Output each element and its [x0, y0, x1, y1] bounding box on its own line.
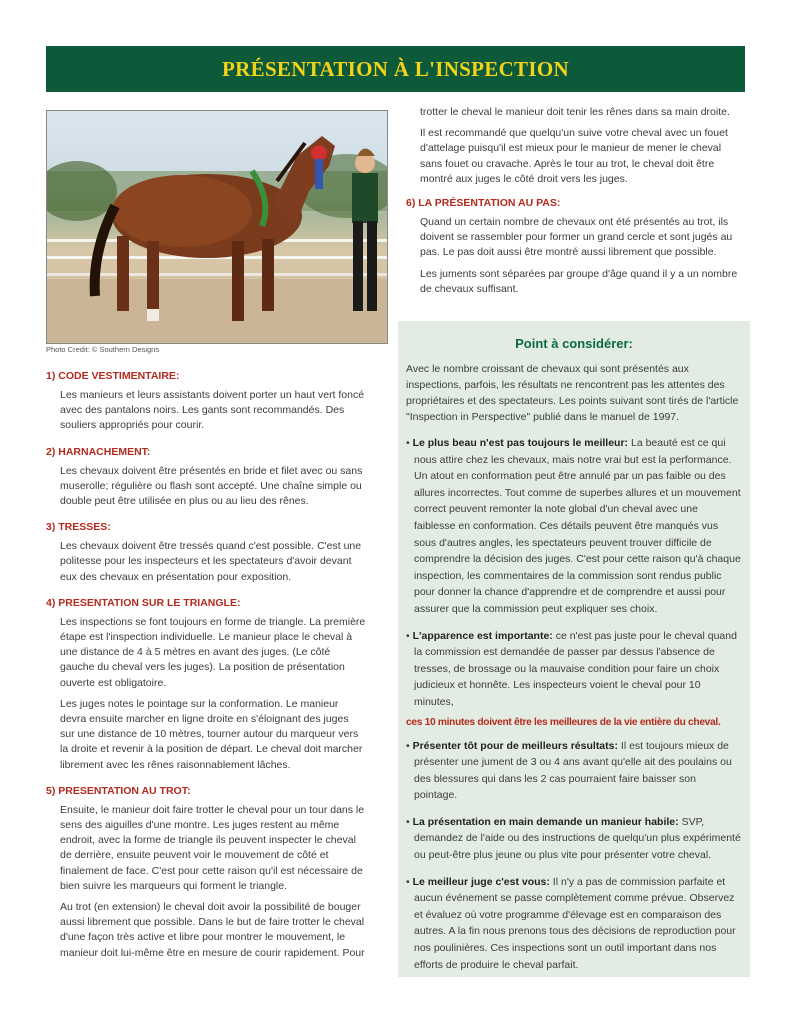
highlight-text: ces 10 minutes doivent être les meilleures de la vie entière du cheval.	[406, 716, 721, 728]
section-trot	[46, 785, 366, 961]
bullet-lead: L'apparence est importante:	[412, 629, 553, 642]
bullet-lead: Le plus beau n'est pas toujours le meilleur:	[412, 437, 629, 449]
section-harnachement	[46, 446, 366, 510]
section-tresses	[46, 521, 366, 585]
section-text: Les juges notes le pointage sur la conformation. Le manieur devra ensuite marcher en ligne droite en s'éloignant des juges sur une distance de 10 mètres, tourner autour du marqueur vers la droite et revenir à la position de départ. Le cheval doit marcher librement avec les rênes raisonnablement lâches.	[60, 697, 363, 771]
bullet-text: ce n'est pas juste pour le cheval quand la commission est demandée de passer par dessus l'absence de tresses, de brossage ou la mauvaise condition pour faire un choix judicieux et honnête. Les inspecteurs voient le cheval pour 10 minutes,	[414, 629, 737, 708]
bullet-item: • Le plus beau n'est pas toujours le meilleur: La beauté est ce qui nous attire chez les chevaux, mais notre vrai but est la performance. Un atout en conformation peut être annulé par un pas faible ou des allures incorrectes. Tout comme de superbes allures et un mouvement correct peuvent remonter la note global d'un cheval avec une faiblesse en conformation. Ces détails peuvent être manqués vus sous d'autres angles, les spectateurs peuvent trouver difficile de comprendre la décision des juges. C'est pour cette raison qu'à chaque inspection, les commentaires de la commission sont rendus public pour donner la chance d'apprendre et de comprendre et aussi pour assurer que la commission peut expliquer ses choix.	[406, 437, 741, 615]
box-intro: Avec le nombre croissant de chevaux qui sont présentés aux inspections, parfois, les résultats ne rencontrent pas les attentes des propriétaires et des spectateurs. Les points suivant sont tirés de l'article "Inspection in Perspective" publié dans le manuel de 1997.	[406, 363, 739, 423]
section-text: Ensuite, le manieur doit faire trotter le cheval pour un tour dans le sens des aiguilles d'une montre. Les juges restent au même endroit, avec la forme de triangle ils peuvent inspecter le cheval de derrière, ensuite peuvent voir le mouvement de côté et finalement de face. C'est pour cette raison qu'il est nécessaire de bien suivre les marqueurs qui forment le triangle.	[60, 803, 365, 892]
bullet-item: • L'apparence est importante: ce n'est pas juste pour le cheval quand la commission est demandée de passer par dessus l'absence de tresses, de brossage ou la mauvaise condition pour faire un choix judicieux et honnête. Les inspecteurs voient le cheval pour 10 minutes,	[406, 629, 737, 708]
bullet-text: Il est toujours mieux de présenter une jument de 3 ou 4 ans avant qu'elle ait des poulains ou des blessures qui dans les 2 cas pourraient faire baisser son pointage.	[414, 739, 732, 802]
continued-text: Il est recommandé que quelqu'un suive votre cheval avec un fouet d'attelage puisqu'il est mieux pour le manieur de mener le cheval sans fouet ou cravache. Après le tour au trot, le cheval doit être montré aux juges le côté droit vers les juges.	[420, 127, 728, 185]
bullet-lead: La présentation en main demande un manieur habile:	[412, 815, 679, 828]
section-text: Quand un certain nombre de chevaux ont été présentés au trot, ils doivent se rassembler pour former un grand cercle et sont jugés au pas. Le pas doit aussi être montré aussi librement que possible.	[420, 216, 733, 259]
section-title: 3) TRESSES:	[46, 521, 111, 534]
bullet-lead: Présenter tôt pour de meilleurs résultats:	[412, 739, 618, 752]
section-title: 4) PRESENTATION SUR LE TRIANGLE:	[46, 596, 241, 609]
bullet-text: SVP, demandez de l'aide ou des instructions de quelqu'un plus expérimenté ou peut-être plus jeune ou plus vite pour présenter votre cheval.	[414, 815, 741, 862]
left-column	[46, 370, 366, 973]
section-title: 2) HARNACHEMENT:	[46, 445, 151, 458]
section-text: Les inspections se font toujours en forme de triangle. La première étape est l'inspection individuelle. Le manieur place le cheval à une distance de 4 à 5 mètres en avant des juges. (Le côté gauche du cheval vers les juges). La position de présentation ouverte est obligatoire.	[60, 615, 366, 689]
section-code-vestimentaire	[46, 370, 366, 434]
section-text: Les manieurs et leurs assistants doivent porter un haut vert foncé avec des pantalons noirs. Les gants sont recommandés. Des souliers appropriés pour courir.	[60, 389, 365, 432]
photo-credit: Photo Credit: © Southern Designs	[46, 345, 160, 354]
bullet-text: Il n'y a pas de commission parfaite et aucun événement se passe complètement comme prévue. Observez et évaluez où votre programme d'élevage est en comparaison des autres. A la fin nous prenons tous des décisions de reproduction pour nos poulinières. Ces inspections sont un outil important dans nos efforts de produire le cheval parfait.	[414, 875, 736, 971]
section-text: Les juments sont séparées par groupe d'âge quand il y a un nombre de chevaux suffisant.	[420, 267, 738, 295]
bullet-text: La beauté est ce qui nous attire chez les chevaux, mais notre vrai but est la performance. Un atout en conformation peut être annulé par un pas faible ou des allures incorrectes. Tout comme de superbes allures et un mouvement correct peuvent remonter la note global d'un cheval avec une faiblesse en conformation. Ces détails peuvent être manqués vus sous d'autres angles, les spectateurs peuvent trouver difficile de comprendre la décision des juges. C'est pour cette raison qu'à chaque inspection, les commentaires de la commission sont rendus public pour donner la chance d'apprendre et de comprendre et aussi pour assurer que la commission peut expliquer ses choix.	[414, 437, 741, 615]
box-title: Point à considérer:	[515, 336, 633, 351]
considerations-box	[398, 321, 750, 977]
page-title: PRÉSENTATION À L'INSPECTION	[222, 56, 569, 81]
bullet-item: • La présentation en main demande un manieur habile: SVP, demandez de l'aide ou des instructions de quelqu'un plus expérimenté ou peut-être plus jeune ou plus vite pour présenter votre cheval.	[406, 815, 741, 862]
section-triangle	[46, 597, 366, 773]
section-title: 6) LA PRÉSENTATION AU PAS:	[406, 197, 561, 210]
continued-text: trotter le cheval le manieur doit tenir les rênes dans sa main droite.	[420, 106, 730, 118]
section-text: Les chevaux doivent être présentés en bride et filet avec ou sans muserolle; régulière ou flash sont accepté. Une chaîne simple ou double peut être utilisée en plus ou au lieu des rênes.	[60, 464, 363, 508]
section-title: 1) CODE VESTIMENTAIRE:	[46, 370, 180, 382]
title-banner	[46, 46, 745, 92]
section-text: Les chevaux doivent être tressés quand c'est possible. C'est une politesse pour les inspecteurs et les spectateurs d'avoir devant eux des chevaux en présentation pour exposition.	[60, 540, 362, 583]
bullet-lead: Le meilleur juge c'est vous:	[412, 875, 550, 888]
section-title: 5) PRESENTATION AU TROT:	[46, 784, 191, 797]
horse-photo	[46, 110, 388, 344]
bullet-item: • Le meilleur juge c'est vous: Il n'y a pas de commission parfaite et aucun événement se passe complètement comme prévue. Observez et évaluez où votre programme d'élevage est en comparaison des autres. A la fin nous prenons tous des décisions de reproduction pour nos poulinières. Ces inspections sont un outil important dans nos efforts de produire le cheval parfait.	[406, 875, 736, 971]
right-column	[406, 105, 746, 303]
bullet-item: • Présenter tôt pour de meilleurs résultats: Il est toujours mieux de présenter une jument de 3 ou 4 ans avant qu'elle ait des poulains ou des blessures qui dans les 2 cas pourraient faire baisser son pointage.	[406, 739, 732, 802]
section-text: Au trot (en extension) le cheval doit avoir la possibilité de bouger aussi librement que possible. Dans le but de faire trotter le cheval d'une façon très active et libre pour montrer le mouvement, le manieur doit lui-même être en mesure de courir rapidement. Pour	[60, 901, 365, 959]
